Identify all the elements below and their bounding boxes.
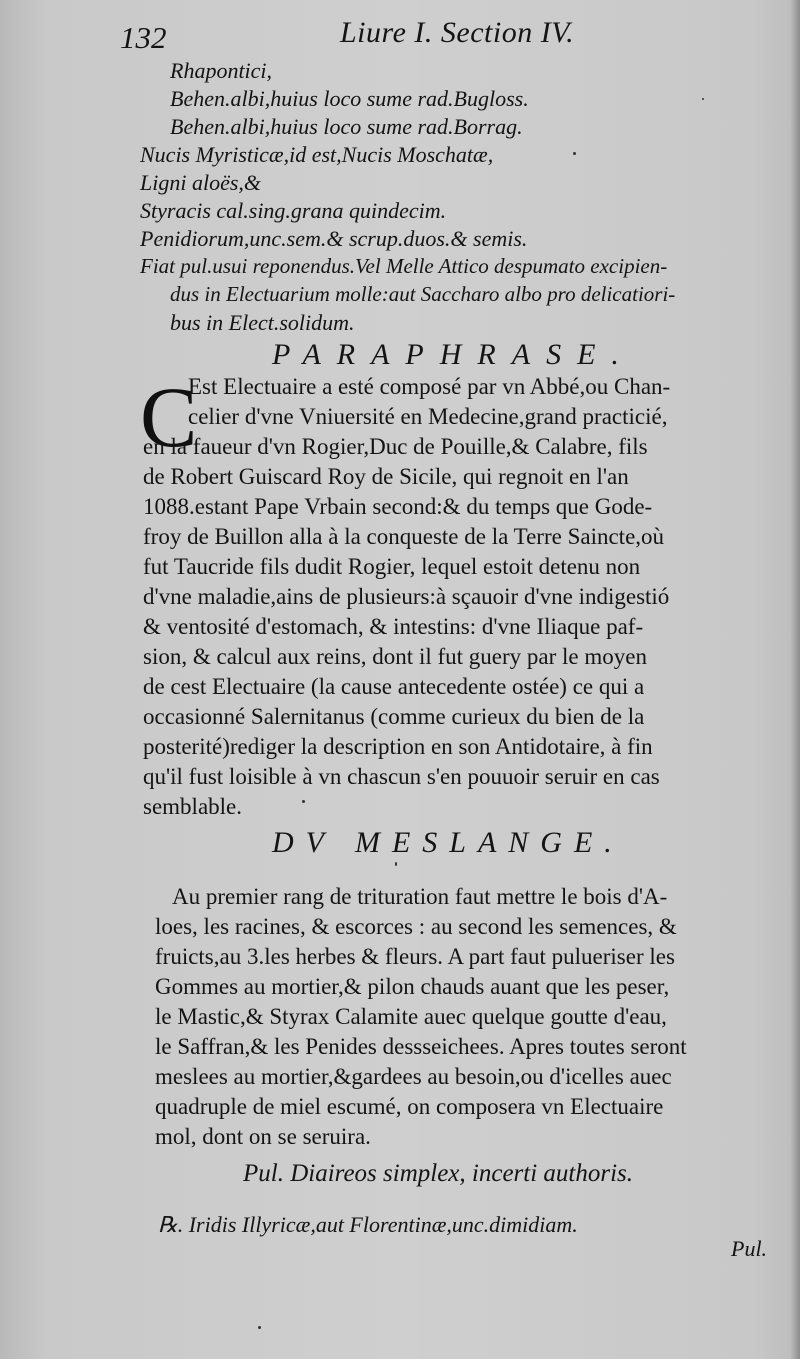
ink-speck [702, 98, 704, 100]
paragraph-line: mol, dont on se seruira. [155, 1124, 371, 1149]
ink-speck [302, 800, 305, 803]
paragraph-line: 1088.estant Pape Vrbain second:& du temps que Gode- [143, 494, 653, 519]
recipe-line: Ligni aloës,& [140, 170, 262, 195]
paragraph-line: Gommes au mortier,& pilon chauds auant que les peser, [155, 974, 670, 999]
recipe-line: Nucis Myristicæ,id est,Nucis Moschatæ, [140, 142, 494, 167]
ink-speck [395, 862, 397, 866]
paragraph-line: & ventosité d'estomach, & intestins: d'vne Iliaque paf- [143, 614, 644, 639]
recipe-line: Behen.albi,huius loco sume rad.Borrag. [170, 114, 523, 139]
recipe-line: Rhapontici, [170, 58, 273, 83]
recipe-line: Styracis cal.sing.grana quindecim. [140, 198, 447, 223]
paragraph-line: loes, les racines, & escorces : au second les semences, & [155, 914, 677, 939]
paragraph-line: froy de Buillon alla à la conqueste de la Terre Saincte,où [143, 524, 665, 549]
paragraph-line: meslees au mortier,&gardees au besoin,ou d'icelles auec [155, 1064, 672, 1089]
paragraph-line: Est Electuaire a esté composé par vn Abbé,ou Chan- [188, 374, 671, 399]
paragraph-line: celier d'vne Vniuersité en Medecine,grand practicié, [188, 404, 668, 429]
page-header [0, 14, 800, 54]
next-recipe-first-line: ℞. Iridis Illyricæ,aut Florentinæ,unc.dimidiam. [158, 1212, 578, 1237]
ink-speck [258, 1326, 261, 1329]
paragraph-line: posterité)rediger la description en son Antidotaire, à fin [143, 734, 653, 759]
paragraph-line: Au premier rang de trituration faut mettre le bois d'A- [172, 884, 668, 909]
paragraph-line: le Saffran,& les Penides dessseichees. Apres toutes seront [155, 1034, 687, 1059]
paragraph-line: fut Taucride fils dudit Rogier, lequel estoit detenu non [143, 554, 641, 579]
paragraph-line: occasionné Salernitanus (comme curieux du bien de la [143, 704, 645, 729]
paragraph-line: quadruple de miel escumé, on composera vn Electuaire [155, 1094, 664, 1119]
recipe-line: Fiat pul.usui reponendus.Vel Melle Attico despumato excipien- [140, 254, 668, 278]
paragraph-line: de cest Electuaire (la cause antecedente ostée) ce qui a [143, 674, 645, 699]
meslange-heading: DV MESLANGE. [272, 826, 624, 859]
paragraph-line: en la faueur d'vn Rogier,Duc de Pouille,& Calabre, fils [143, 434, 648, 459]
catchword: Pul. [731, 1236, 768, 1261]
page-edge-shadow [790, 0, 800, 1359]
next-recipe-title: Pul. Diaireos simplex, incerti authoris. [243, 1160, 634, 1187]
paragraph-line: sion, & calcul aux reins, dont il fut guery par le moyen [143, 644, 647, 669]
paragraph-line: de Robert Guiscard Roy de Sicile, qui regnoit en l'an [143, 464, 629, 489]
paraphrase-heading: PARAPHRASE. [272, 338, 635, 371]
paragraph-line: d'vne maladie,ains de plusieurs:à sçauoir d'vne indigestió [143, 584, 670, 609]
page-number: 132 [120, 20, 167, 55]
paragraph-line: semblable. [143, 794, 242, 819]
paragraph-line: le Mastic,& Styrax Calamite auec quelque goutte d'eau, [155, 1004, 667, 1029]
recipe-line: Penidiorum,unc.sem.& scrup.duos.& semis. [140, 226, 528, 251]
recipe-line: dus in Electuarium molle:aut Saccharo albo pro delicatiori- [170, 282, 676, 306]
ink-speck [573, 152, 576, 155]
recipe-line: Behen.albi,huius loco sume rad.Bugloss. [170, 86, 529, 111]
paragraph-line: fruicts,au 3.les herbes & fleurs. A part faut pulueriser les [155, 944, 675, 969]
drop-cap: C [140, 369, 198, 465]
recipe-line: bus in Elect.solidum. [170, 310, 355, 335]
running-title: Liure I. Section IV. [340, 16, 575, 49]
paragraph-line: qu'il fust loisible à vn chascun s'en pouuoir seruir en cas [143, 764, 660, 789]
